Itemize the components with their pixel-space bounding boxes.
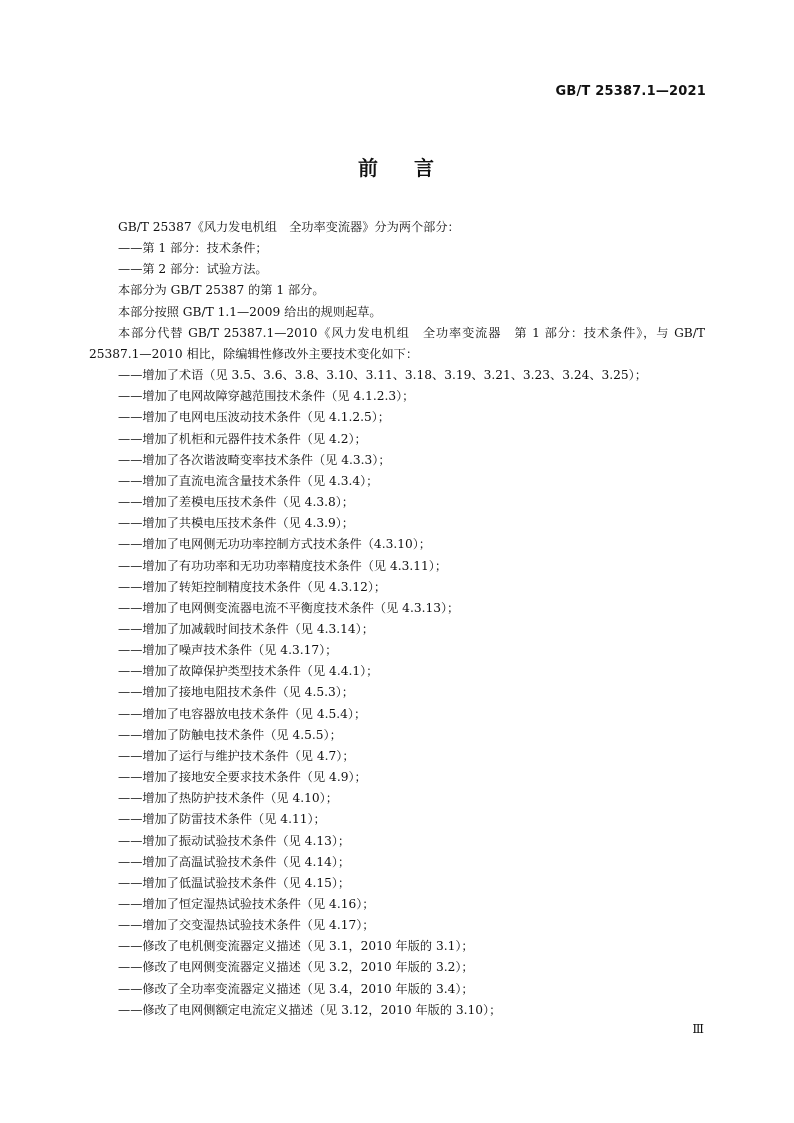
intro-part-item: ——第 2 部分：试验方法。 — [118, 262, 268, 277]
change-item: ——修改了全功率变流器定义描述（见 3.4，2010 年版的 3.4）； — [118, 981, 474, 996]
intro-part-item: ——第 1 部分：技术条件； — [118, 241, 268, 256]
change-item: ——增加了防触电技术条件（见 4.5.5）； — [118, 727, 342, 742]
replace-paragraph: 本部分代替 GB/T 25387.1—2010《风力发电机组 全功率变流器 第 1 部分：技术条件》，与 GB/T 25387.1—2010 相比，除编辑性修改外主要技术变化如下： — [89, 325, 705, 361]
change-item: ——修改了电网侧额定电流定义描述（见 3.12，2010 年版的 3.10）； — [118, 1002, 502, 1017]
change-item: ——增加了振动试验技术条件（见 4.13）； — [118, 833, 351, 848]
change-item: ——增加了电容器放电技术条件（见 4.5.4）； — [118, 706, 367, 721]
change-item: ——增加了共模电压技术条件（见 4.3.9）； — [118, 516, 354, 531]
change-item: ——增加了电网侧变流器电流不平衡度技术条件（见 4.3.13）； — [118, 600, 460, 615]
change-item: ——增加了有功功率和无功功率精度技术条件（见 4.3.11）； — [118, 558, 448, 573]
change-item: ——增加了低温试验技术条件（见 4.15）； — [118, 875, 351, 890]
change-item: ——修改了电网侧变流器定义描述（见 3.2，2010 年版的 3.2）； — [118, 960, 474, 975]
change-item: ——增加了术语（见 3.5、3.6、3.8、3.10、3.11、3.18、3.19、3.21、3.23、3.24、3.25）； — [118, 368, 647, 383]
change-item: ——增加了加减载时间技术条件（见 4.3.14）； — [118, 621, 374, 636]
change-item: ——增加了电网侧无功功率控制方式技术条件（4.3.10）； — [118, 537, 431, 552]
page-title-char-1: 前 — [358, 156, 380, 180]
change-item: ——增加了接地电阻技术条件（见 4.5.3）； — [118, 685, 354, 700]
page-number: Ⅲ — [692, 1022, 704, 1036]
change-item: ——增加了直流电流含量技术条件（见 4.3.4）； — [118, 473, 379, 488]
change-item: ——增加了各次谐波畸变率技术条件（见 4.3.3）； — [118, 452, 391, 467]
change-item: ——修改了电机侧变流器定义描述（见 3.1，2010 年版的 3.1）； — [118, 939, 474, 954]
change-item: ——增加了热防护技术条件（见 4.10）； — [118, 791, 338, 806]
change-item: ——增加了故障保护类型技术条件（见 4.4.1）； — [118, 664, 379, 679]
change-item: ——增加了防雷技术条件（见 4.11）； — [118, 812, 326, 827]
change-item: ——增加了转矩控制精度技术条件（见 4.3.12）； — [118, 579, 387, 594]
intro-paragraph: 本部分按照 GB/T 1.1—2009 给出的规则起草。 — [118, 304, 382, 319]
change-item: ——增加了电网故障穿越范围技术条件（见 4.1.2.3）； — [118, 389, 415, 404]
page-title — [0, 152, 794, 181]
change-item: ——增加了接地安全要求技术条件（见 4.9）； — [118, 770, 367, 785]
change-item: ——增加了噪声技术条件（见 4.3.17）； — [118, 643, 338, 658]
foreword-body — [89, 217, 705, 1021]
change-item: ——增加了恒定湿热试验技术条件（见 4.16）； — [118, 897, 375, 911]
change-item: ——增加了交变湿热试验技术条件（见 4.17）； — [118, 918, 375, 933]
change-item: ——增加了电网电压波动技术条件（见 4.1.2.5）； — [118, 410, 390, 425]
standard-number: GB/T 25387.1—2021 — [555, 84, 706, 99]
change-item: ——增加了运行与维护技术条件（见 4.7）； — [118, 748, 355, 763]
change-item: ——增加了差模电压技术条件（见 4.3.8）； — [118, 495, 354, 510]
intro-paragraph: 本部分为 GB/T 25387 的第 1 部分。 — [118, 283, 325, 298]
change-item: ——增加了高温试验技术条件（见 4.14）； — [118, 854, 351, 869]
intro-paragraph: GB/T 25387《风力发电机组 全功率变流器》分为两个部分： — [118, 220, 460, 234]
change-item: ——增加了机柜和元器件技术条件（见 4.2）； — [118, 431, 367, 446]
page-title-char-2: 言 — [414, 156, 436, 180]
changes-list — [89, 365, 705, 1021]
